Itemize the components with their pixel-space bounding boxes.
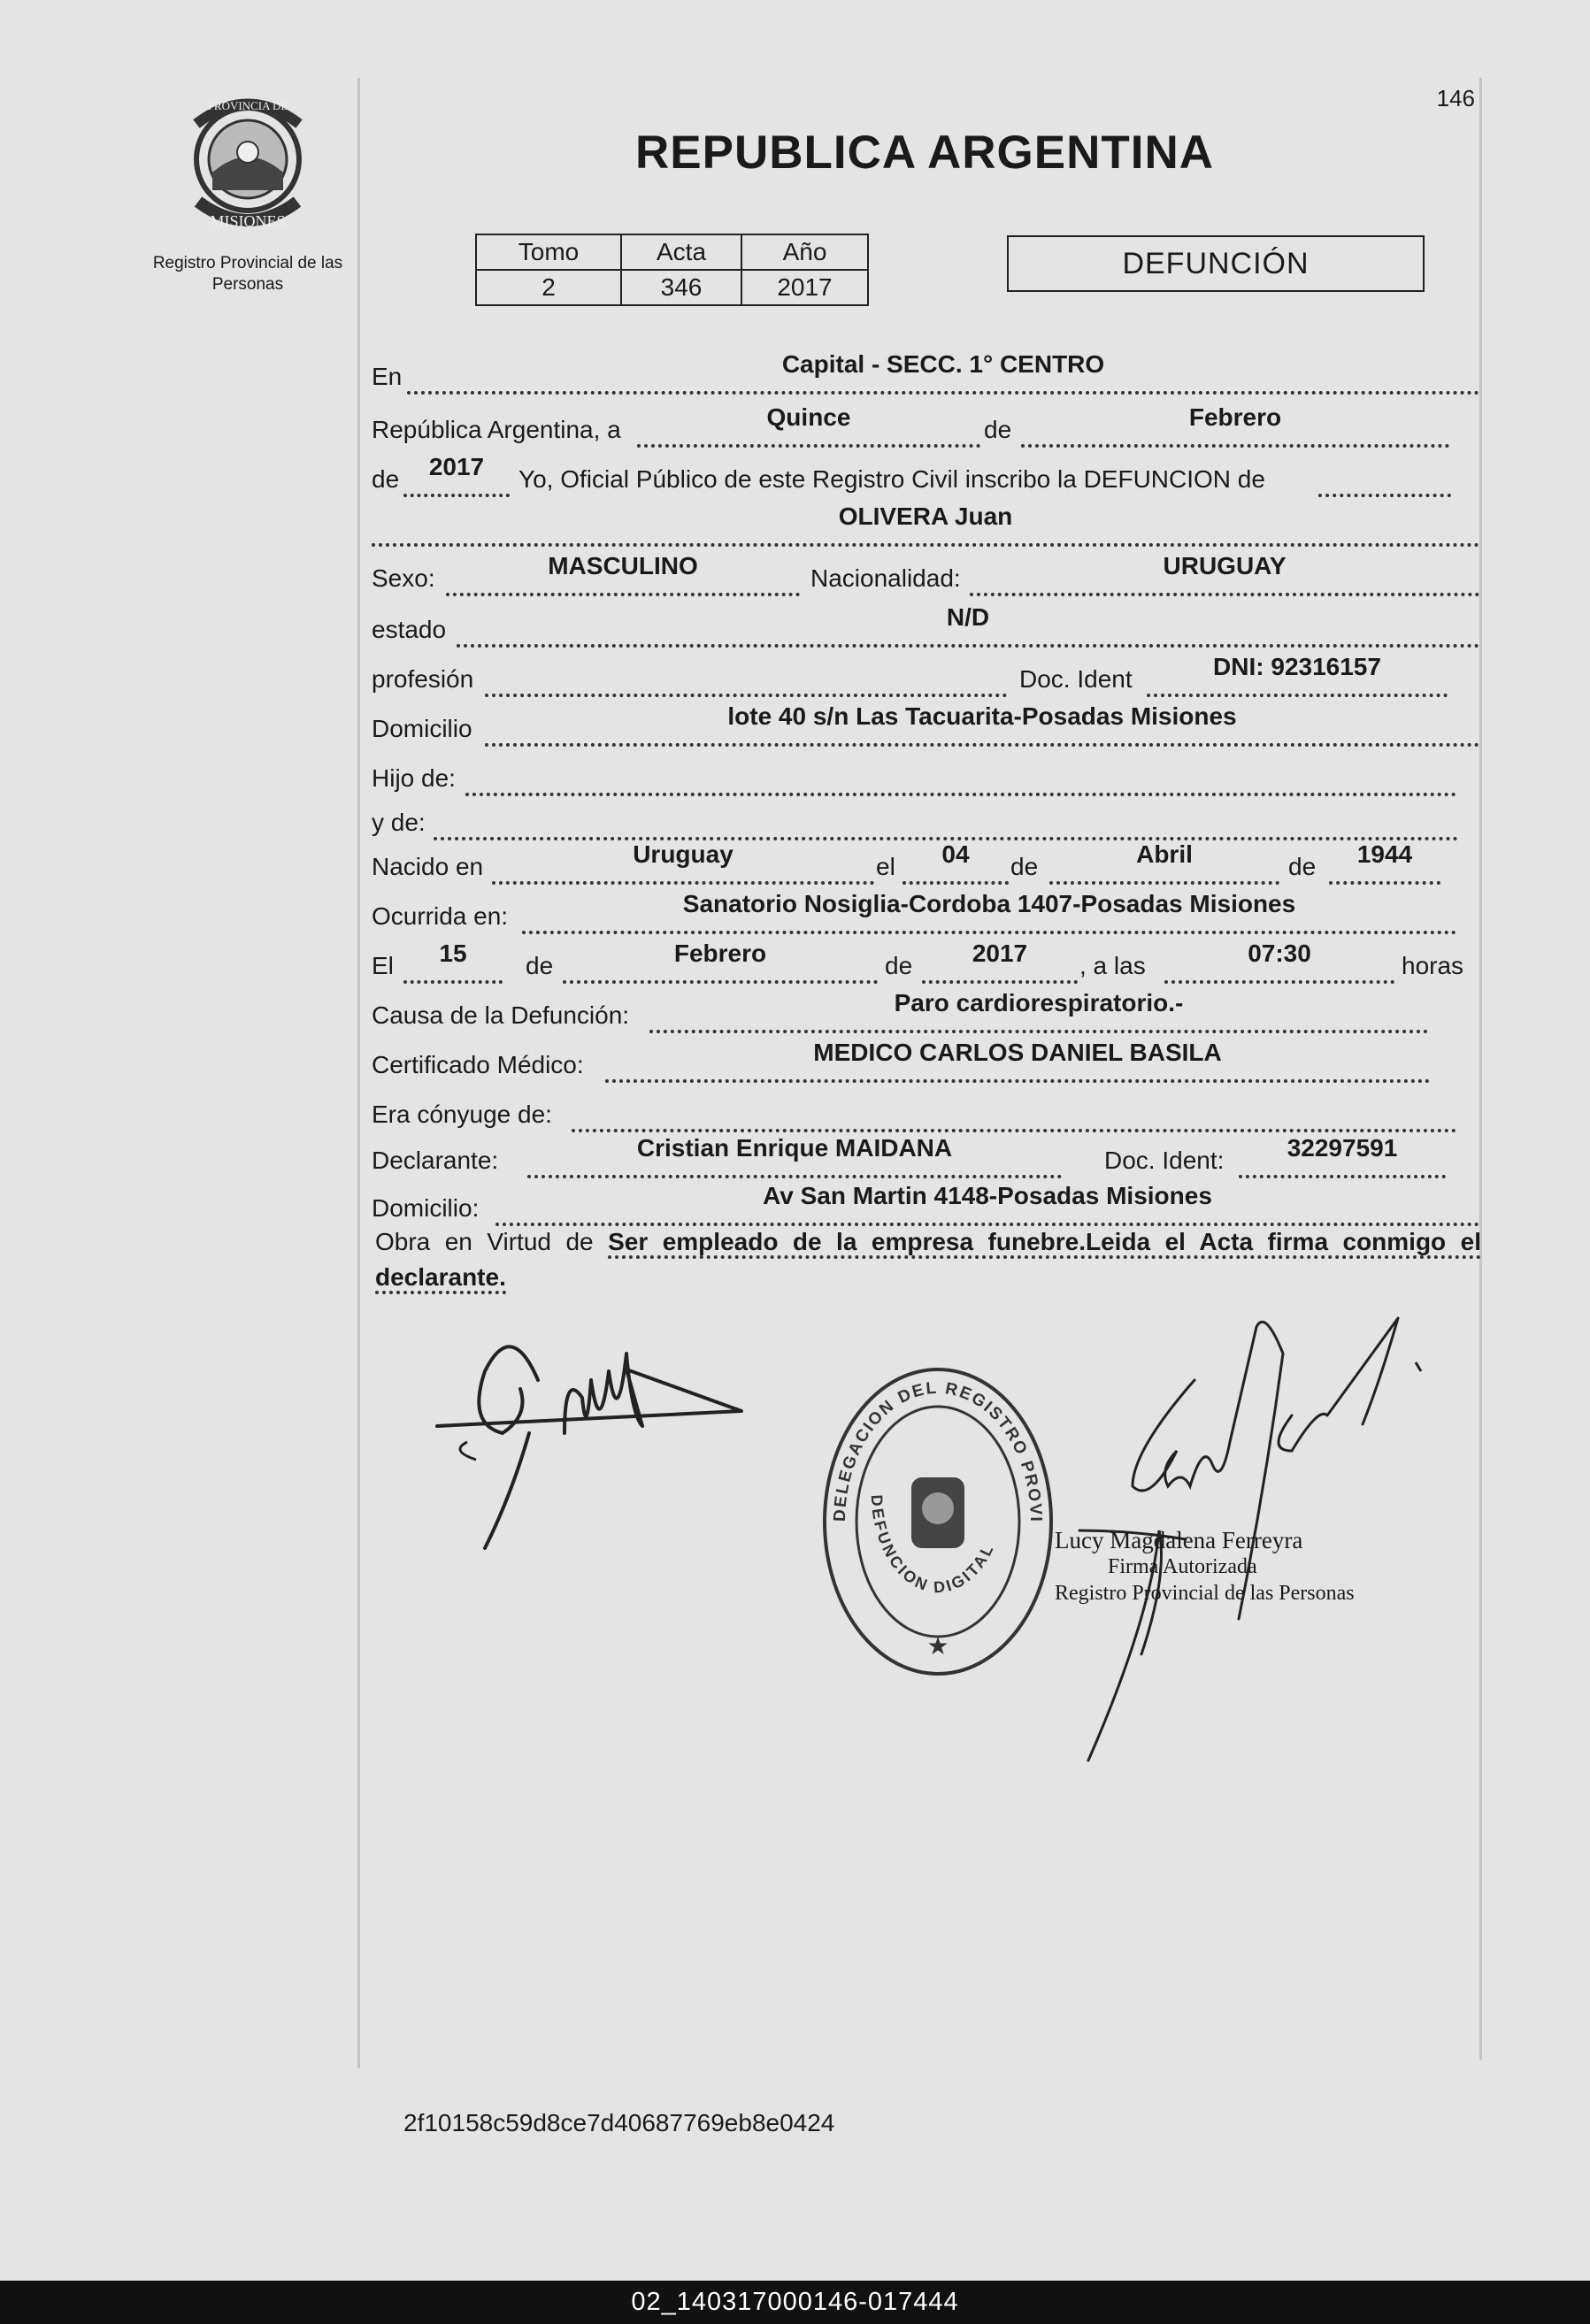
declarante-value: Cristian Enrique MAIDANA	[636, 1134, 953, 1162]
doc-ident-field	[1147, 653, 1448, 697]
a-las-value: 07:30	[1248, 940, 1311, 967]
form-row-inscribo	[372, 455, 1482, 499]
declarante-field	[527, 1134, 1062, 1178]
footer-code: 02_140317000146-017444	[0, 2281, 1590, 2324]
official-stamp	[818, 1362, 1057, 1681]
a-las-label: , a las	[1079, 952, 1146, 979]
nacionalidad-value: URUGUAY	[1163, 552, 1287, 579]
record-value-acta: 346	[621, 270, 741, 305]
republica-label: República Argentina, a	[372, 416, 621, 443]
form-row-declarante	[372, 1136, 1482, 1180]
causa-value: Paro cardiorespiratorio.-	[894, 989, 1184, 1016]
form-row-nombre	[372, 504, 1482, 548]
declarante-doc-value: 32297591	[1287, 1134, 1398, 1162]
form-row-obra	[375, 1224, 1481, 1295]
el-mes-label: de	[526, 952, 554, 979]
nacido-anio-value: 1944	[1356, 840, 1413, 868]
el-dia-label: El	[372, 952, 394, 979]
sexo-value: MASCULINO	[548, 552, 698, 579]
republica-value: Quince	[766, 403, 851, 431]
stamp-inner-text: DEFUNCION DIGITAL	[867, 1494, 998, 1597]
signer-office: Registro Provincial de las Personas	[1055, 1582, 1355, 1605]
de2-field	[403, 453, 510, 497]
svg-text:★: ★	[926, 1632, 949, 1660]
en-label: En	[372, 363, 403, 390]
y-de-field	[434, 802, 1458, 840]
certificado-label: Certificado Médico:	[372, 1051, 584, 1078]
signer-name: Lucy Magdalena Ferreyra	[1055, 1527, 1303, 1553]
conyuge-label: Era cónyuge de:	[372, 1101, 552, 1128]
profesion-label: profesión	[372, 665, 474, 693]
ocurrida-label: Ocurrida en:	[372, 902, 509, 930]
form-row-en	[372, 352, 1482, 396]
causa-label: Causa de la Defunción:	[372, 1001, 630, 1029]
causa-field	[649, 989, 1428, 1033]
y-de-label: y de:	[372, 809, 426, 836]
nombre-field	[372, 502, 1479, 547]
el-anio-field	[922, 940, 1078, 984]
hijo-de-label: Hijo de:	[372, 764, 456, 792]
record-header-acta: Acta	[621, 234, 741, 270]
nacido-el-label: el	[876, 853, 895, 880]
form-row-certificado	[372, 1040, 1482, 1085]
seal-bottom-text: MISIONES	[210, 212, 286, 230]
conyuge-field	[572, 1093, 1456, 1132]
form-row-ocurrida	[372, 892, 1482, 936]
nacido-anio-label: de	[1288, 853, 1317, 880]
signer-role: Firma Autorizada	[1108, 1555, 1257, 1578]
record-header-anio: Año	[741, 234, 868, 270]
stamp-outer-text: DELEGACION DEL REGISTRO PROVI	[830, 1378, 1046, 1523]
declarante-domicilio-label: Domicilio:	[372, 1194, 480, 1222]
el-dia-field	[403, 940, 503, 984]
de2-value: 2017	[428, 453, 485, 480]
form-row-estado	[372, 605, 1482, 649]
el-mes-value: Febrero	[673, 940, 767, 967]
form-row-sexo	[372, 554, 1482, 598]
page-number: 146	[1436, 85, 1475, 111]
form-row-y-de	[372, 798, 1482, 842]
nacido-mes-value: Abril	[1136, 840, 1193, 868]
domicilio-field	[485, 702, 1479, 747]
hijo-de-field	[465, 757, 1456, 796]
registry-label: Registro Provincial de las Personas	[152, 254, 343, 294]
seal-top-text: PROVINCIA DE	[207, 99, 288, 112]
form-row-conyuge	[372, 1090, 1482, 1134]
record-header-tomo: Tomo	[476, 234, 621, 270]
profesion-field	[485, 658, 1007, 697]
certificado-field	[605, 1039, 1430, 1083]
obra-label: Obra en Virtud de	[375, 1228, 594, 1255]
nacionalidad-label: Nacionalidad:	[810, 564, 961, 592]
form-row-profesion	[372, 655, 1482, 699]
nacionalidad-field	[970, 552, 1479, 596]
nacido-anio-field	[1329, 840, 1440, 885]
horas-label: horas	[1402, 952, 1464, 979]
certificado-value: MEDICO CARLOS DANIEL BASILA	[813, 1039, 1222, 1066]
form-row-causa	[372, 991, 1482, 1035]
record-value-tomo: 2	[476, 270, 621, 305]
form-row-hijo-de	[372, 754, 1482, 798]
estado-value: N/D	[946, 603, 990, 631]
nombre-value: OLIVERA Juan	[838, 502, 1013, 530]
record-value-anio: 2017	[741, 270, 868, 305]
form-row-fecha-hora	[372, 941, 1482, 986]
declarante-domicilio-field	[495, 1182, 1479, 1226]
republica-field	[637, 403, 980, 448]
en-field	[407, 350, 1479, 395]
domicilio-value: lote 40 s/n Las Tacuarita-Posadas Misiones	[727, 702, 1237, 730]
nacido-en-value: Uruguay	[633, 840, 734, 868]
signer-block	[1055, 1527, 1355, 1607]
form-row-domicilio	[372, 704, 1482, 748]
estado-field	[457, 603, 1479, 648]
el-anio-label: de	[885, 952, 913, 979]
doc-ident-label: Doc. Ident	[1019, 665, 1133, 693]
declarante-domicilio-value: Av San Martin 4148-Posadas Misiones	[763, 1182, 1212, 1209]
record-type-box: DEFUNCIÓN	[1007, 235, 1425, 292]
el-anio-value: 2017	[972, 940, 1028, 967]
sexo-label: Sexo:	[372, 564, 435, 592]
inscribo-label: Yo, Oficial Público de este Registro Civil inscribo la DEFUNCION de	[518, 465, 1265, 493]
de2-label: de	[372, 465, 400, 493]
de1-field	[1021, 403, 1449, 448]
nacido-mes-field	[1049, 840, 1279, 885]
ocurrida-value: Sanatorio Nosiglia-Cordoba 1407-Posadas Misiones	[682, 890, 1296, 917]
obra-value: Ser empleado de la empresa funebre.Leida el Acta firma conmigo el declarante.	[375, 1228, 1481, 1294]
declarante-label: Declarante:	[372, 1147, 499, 1174]
nacido-en-label: Nacido en	[372, 853, 484, 880]
el-mes-field	[563, 940, 878, 984]
declarante-doc-field	[1239, 1134, 1446, 1178]
left-margin-line	[357, 78, 360, 2068]
inscribo-field	[1318, 458, 1451, 497]
form-row-nacido	[372, 842, 1482, 886]
domicilio-label: Domicilio	[372, 715, 472, 742]
declarante-doc-label: Doc. Ident:	[1104, 1147, 1225, 1174]
el-dia-value: 15	[439, 940, 467, 967]
nacido-en-field	[492, 840, 874, 885]
de1-value: Febrero	[1188, 403, 1282, 431]
a-las-field	[1164, 940, 1394, 984]
document-hash: 2f10158c59d8ce7d40687769eb8e0424	[403, 2109, 835, 2136]
nacido-el-value: 04	[941, 840, 970, 868]
sexo-field	[446, 552, 800, 596]
form-row-date	[372, 405, 1482, 449]
ocurrida-field	[522, 890, 1456, 934]
doc-ident-value: DNI: 92316157	[1213, 653, 1381, 680]
de1-label: de	[984, 416, 1012, 443]
document-title: REPUBLICA ARGENTINA	[634, 127, 1215, 179]
en-value: Capital - SECC. 1° CENTRO	[781, 350, 1105, 378]
record-table	[475, 234, 869, 306]
nacido-el-field	[903, 840, 1009, 885]
form-row-declarante-domicilio	[372, 1184, 1482, 1228]
declarant-signature	[432, 1318, 759, 1557]
nacido-mes-label: de	[1010, 853, 1039, 880]
estado-label: estado	[372, 616, 447, 643]
